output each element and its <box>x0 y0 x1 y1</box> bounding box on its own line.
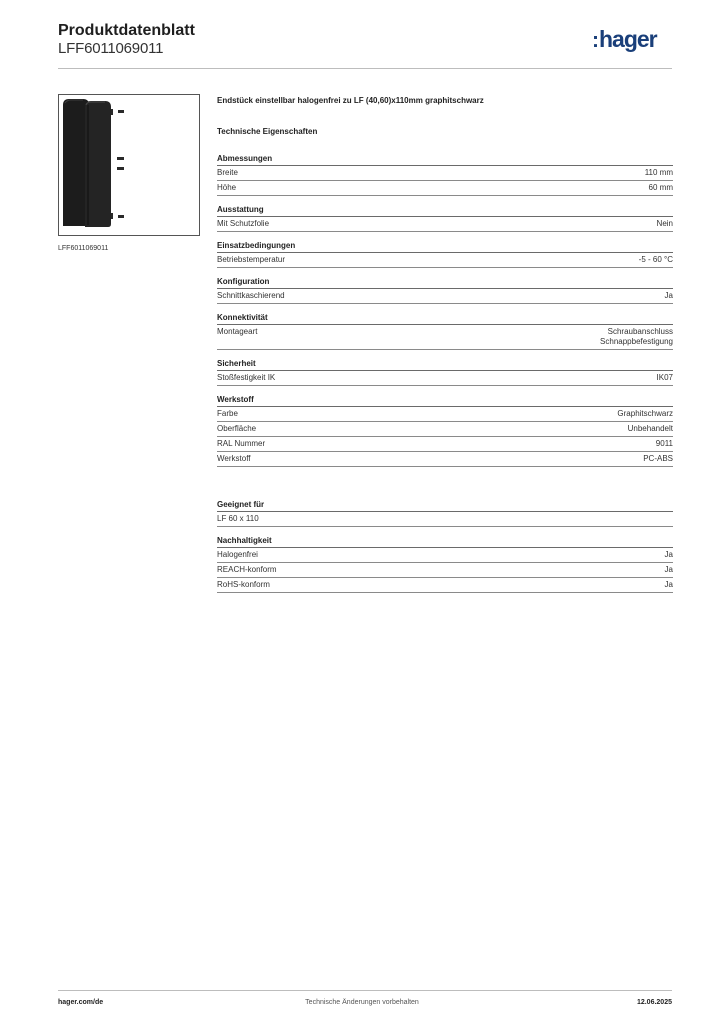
section-title: Einsatzbedingungen <box>217 241 673 253</box>
spec-row <box>217 289 673 304</box>
spec-label: Mit Schutzfolie <box>217 219 270 228</box>
spec-value: Unbehandelt <box>627 424 673 433</box>
spec-value: 60 mm <box>648 183 673 192</box>
spec-row <box>217 371 673 386</box>
spec-row <box>217 563 673 578</box>
spec-row <box>217 437 673 452</box>
section-title: Abmessungen <box>217 154 673 166</box>
spec-value: Schraubanschluss Schnappbefestigung <box>600 327 673 346</box>
section-title: Werkstoff <box>217 395 673 407</box>
section-title: Ausstattung <box>217 205 673 217</box>
spec-row <box>217 166 673 181</box>
spec-label: REACH-konform <box>217 565 277 574</box>
spec-value: Ja <box>664 291 673 300</box>
spec-label: Werkstoff <box>217 454 251 463</box>
footer-website-link[interactable]: hager.com/de <box>58 999 104 1006</box>
end-cap-icon <box>59 95 199 235</box>
section-konfiguration <box>217 277 673 304</box>
article-number: LFF6011069011 <box>58 40 164 57</box>
spec-value: Ja <box>664 565 673 574</box>
spec-label: Montageart <box>217 327 258 336</box>
section-title: Geeignet für <box>217 500 673 512</box>
footer-note: Technische Änderungen vorbehalten <box>305 999 419 1006</box>
header-divider <box>58 68 672 69</box>
spec-label: Schnittkaschierend <box>217 291 285 300</box>
spec-row <box>217 325 673 350</box>
spec-label: Stoßfestigkeit IK <box>217 373 276 382</box>
spec-row <box>217 578 673 593</box>
spec-value: Graphitschwarz <box>617 409 673 418</box>
spec-row <box>217 217 673 232</box>
spec-value: Ja <box>664 550 673 559</box>
spec-label: RAL Nummer <box>217 439 266 448</box>
section-geeignet-fuer <box>217 500 673 527</box>
spec-label: Breite <box>217 168 238 177</box>
spec-row <box>217 548 673 563</box>
section-konnektivitaet <box>217 313 673 350</box>
hager-logo <box>592 26 657 53</box>
section-title: Konnektivität <box>217 313 673 325</box>
spec-label: Farbe <box>217 409 238 418</box>
spec-value: PC-ABS <box>643 454 673 463</box>
product-description: Endstück einstellbar halogenfrei zu LF (40,60)x110mm graphitschwarz <box>217 96 484 105</box>
spec-label: RoHS-konform <box>217 580 270 589</box>
spec-row <box>217 181 673 196</box>
spec-row <box>217 253 673 268</box>
spec-label: LF 60 x 110 <box>217 514 259 523</box>
spec-value: 9011 <box>655 439 673 448</box>
spec-label: Betriebstemperatur <box>217 255 286 264</box>
footer-date: 12.06.2025 <box>636 999 672 1006</box>
section-einsatzbedingungen <box>217 241 673 268</box>
spec-value: 110 mm <box>644 168 673 177</box>
section-nachhaltigkeit <box>217 536 673 593</box>
section-werkstoff <box>217 395 673 467</box>
spec-content <box>217 96 673 602</box>
image-caption: LFF6011069011 <box>58 245 109 252</box>
spec-row <box>217 512 673 527</box>
spec-row <box>217 452 673 467</box>
spec-label: Oberfläche <box>217 424 257 433</box>
product-image <box>58 94 200 236</box>
page-title: Produktdatenblatt <box>58 22 195 39</box>
spec-row <box>217 422 673 437</box>
spec-value: -5 - 60 °C <box>638 255 673 264</box>
section-title: Konfiguration <box>217 277 673 289</box>
tech-heading: Technische Eigenschaften <box>217 127 318 136</box>
section-spacer <box>217 476 673 500</box>
logo-dots-icon: : <box>592 29 598 52</box>
section-title: Nachhaltigkeit <box>217 536 673 548</box>
footer-divider <box>58 990 672 991</box>
section-sicherheit <box>217 359 673 386</box>
spec-label: Höhe <box>217 183 237 192</box>
spec-label: Halogenfrei <box>217 550 258 559</box>
section-abmessungen <box>217 154 673 196</box>
section-title: Sicherheit <box>217 359 673 371</box>
spec-value: Nein <box>656 219 673 228</box>
spec-value: Ja <box>664 580 673 589</box>
spec-row <box>217 407 673 422</box>
spec-value: IK07 <box>656 373 673 382</box>
logo-text: hager <box>599 26 657 52</box>
section-ausstattung <box>217 205 673 232</box>
